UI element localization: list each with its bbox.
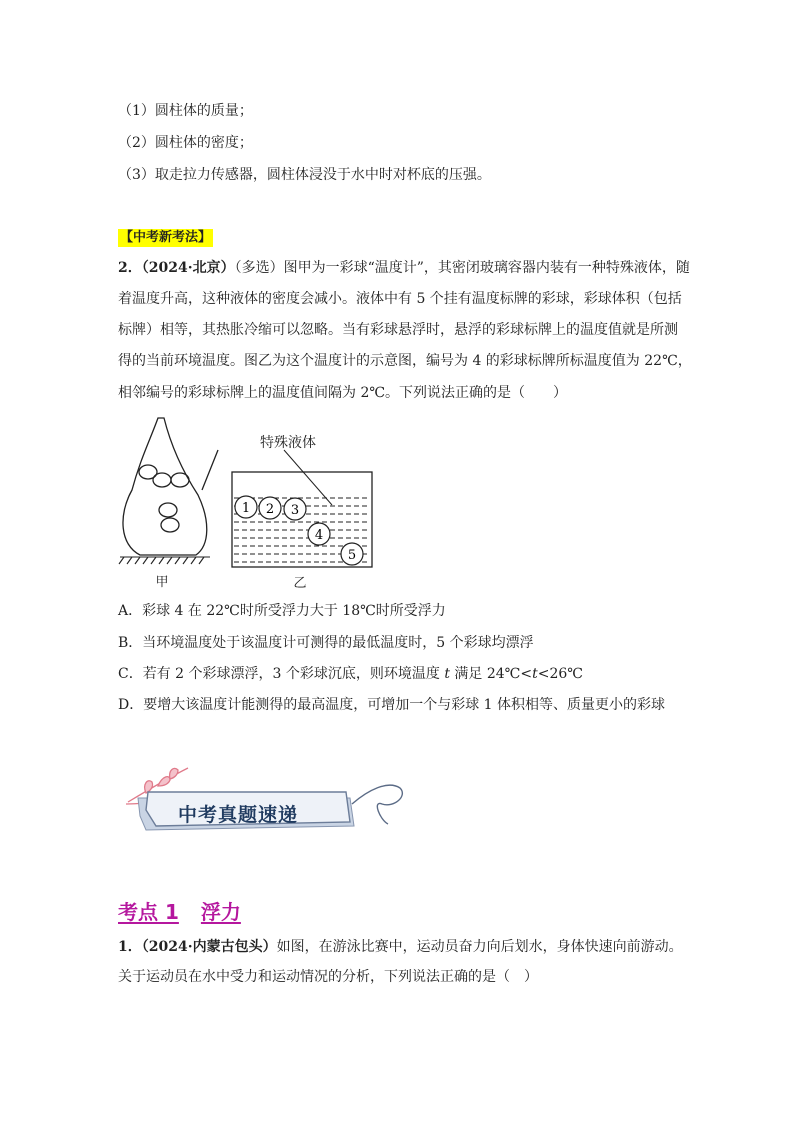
q2-text-line-5: 相邻编号的彩球标牌上的温度值间隔为 2℃。下列说法正确的是（ ）	[118, 385, 568, 401]
kaodian-label: 考点 1	[118, 900, 179, 924]
caption-jia: 甲	[155, 575, 169, 590]
ground-hatch	[119, 557, 210, 564]
q1-first-line	[118, 937, 683, 957]
flask-jia	[123, 418, 218, 555]
thermometer-figure	[110, 410, 380, 595]
svg-text:5: 5	[347, 548, 357, 563]
q1-text-line-2: 关于运动员在水中受力和运动情况的分析，下列说法正确的是（ ）	[118, 969, 538, 985]
q2-type: （多选）	[234, 260, 284, 276]
option-b: B．当环境温度处于该温度计可测得的最低温度时，5 个彩球均漂浮	[118, 635, 534, 651]
svg-text:2: 2	[265, 502, 275, 517]
q2-text-line-1: 图甲为一彩球“温度计”，其密闭玻璃容器内装有一种特殊液体，随	[283, 260, 690, 276]
caption-yi: 乙	[293, 576, 307, 591]
ball-2	[259, 497, 281, 519]
ball-5	[341, 543, 363, 565]
q2-text-line-2: 着温度升高，这种液体的密度会减小。液体中有 5 个挂有温度标牌的彩球，彩球体积（包括	[118, 291, 682, 307]
prev-subquestion-3: （3）取走拉力传感器，圆柱体浸没于水中时对杯底的压强。	[118, 167, 491, 183]
ball-4	[308, 523, 330, 545]
q1-text-line-1: 如图，在游泳比赛中，运动员奋力向后划水，身体快速向前游动。	[276, 939, 683, 955]
prev-subquestion-1: （1）圆柱体的质量；	[118, 103, 253, 119]
prev-subquestion-2: （2）圆柱体的密度；	[118, 135, 253, 151]
banner-title: 中考真题速递	[178, 804, 299, 826]
liquid-label: 特殊液体	[260, 435, 316, 451]
option-c: C．若有 2 个彩球漂浮，3 个彩球沉底，则环境温度 t 满足 24℃<t<26℃	[118, 666, 583, 682]
option-d: D．要增大该温度计能测得的最高温度，可增加一个与彩球 1 体积相等、质量更小的彩球	[118, 697, 666, 713]
kaodian-heading	[118, 896, 263, 925]
curl-icon	[352, 785, 402, 824]
svg-text:3: 3	[290, 503, 300, 518]
kaodian-topic: 浮力	[200, 900, 241, 924]
q2-text-line-3: 标牌）相等，其热胀冷缩可以忽略。当有彩球悬浮时，悬浮的彩球标牌上的温度值就是所测	[118, 322, 678, 338]
ball-1	[235, 496, 257, 518]
q2-source: （2024·北京）	[141, 260, 235, 276]
option-a: A．彩球 4 在 22℃时所受浮力大于 18℃时所受浮力	[118, 603, 446, 619]
section-tag-new-method: 【中考新考法】	[120, 230, 212, 245]
q1-number: 1．	[118, 939, 142, 955]
svg-text:4: 4	[314, 528, 324, 543]
q2-first-line	[118, 258, 690, 278]
ball-3	[284, 498, 306, 520]
q1-source: （2024·内蒙古包头）	[141, 939, 277, 955]
svg-text:1: 1	[241, 501, 251, 516]
q2-text-line-4: 得的当前环境温度。图乙为这个温度计的示意图，编号为 4 的彩球标牌所标温度值为 22℃，	[118, 353, 692, 369]
q2-number: 2．	[118, 260, 142, 276]
